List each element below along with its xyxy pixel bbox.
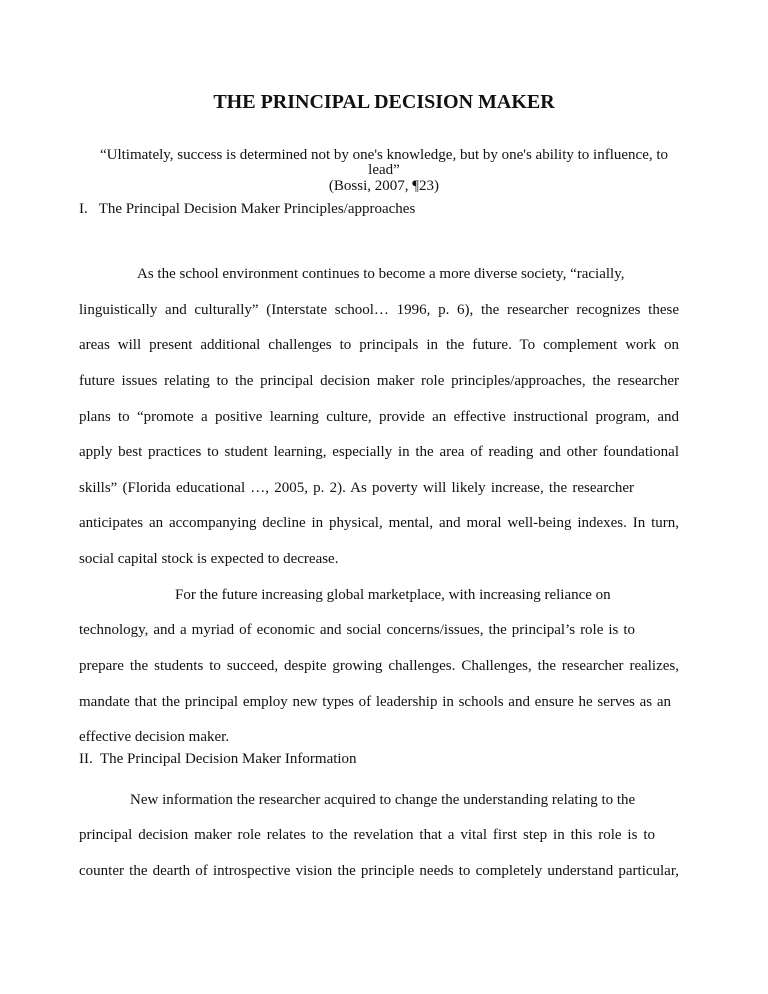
paragraph-line: As the school environment continues to become a more diverse society, “racially, xyxy=(137,266,625,282)
paragraph-line: mandate that the principal employ new types of leadership in schools and ensure he serves as an xyxy=(79,694,671,710)
paragraph-line: principal decision maker role relates to the revelation that a vital first step in this role is to xyxy=(79,827,655,843)
paragraph-line: apply best practices to student learning, especially in the area of reading and other foundational xyxy=(79,444,679,460)
epigraph-line: lead” xyxy=(368,162,400,178)
paragraph-line: areas will present additional challenges to principals in the future. To complement work on xyxy=(79,337,679,353)
paragraph-line: plans to “promote a positive learning culture, provide an effective instructional program, and xyxy=(79,409,679,425)
paragraph-line: New information the researcher acquired to change the understanding relating to the xyxy=(130,792,636,808)
section-heading: II. The Principal Decision Maker Information xyxy=(79,751,357,767)
paragraph-line: prepare the students to succeed, despite growing challenges. Challenges, the researcher realizes, xyxy=(79,658,679,674)
paragraph-line: social capital stock is expected to decrease. xyxy=(79,551,339,567)
epigraph-line: “Ultimately, success is determined not by one's knowledge, but by one's ability to influence, to xyxy=(99,147,669,163)
paragraph-line: linguistically and culturally” (Interstate school… 1996, p. 6), the researcher recognizes these xyxy=(79,302,679,318)
paragraph-line: technology, and a myriad of economic and social concerns/issues, the principal’s role is to xyxy=(79,622,635,638)
paragraph-line: effective decision maker. xyxy=(79,729,230,745)
document-title: THE PRINCIPAL DECISION MAKER xyxy=(213,91,555,113)
epigraph-citation: (Bossi, 2007, ¶23) xyxy=(328,178,440,194)
paragraph-line: For the future increasing global marketplace, with increasing reliance on xyxy=(175,587,611,603)
paragraph-line: anticipates an accompanying decline in physical, mental, and moral well-being indexes. In turn, xyxy=(79,515,679,531)
paragraph-line: skills” (Florida educational …, 2005, p. 2). As poverty will likely increase, the researcher xyxy=(79,480,634,496)
paragraph-line: counter the dearth of introspective vision the principle needs to completely understand particular, xyxy=(79,863,679,879)
paragraph-line: future issues relating to the principal decision maker role principles/approaches, the researcher xyxy=(79,373,679,389)
section-heading: I. The Principal Decision Maker Principles/approaches xyxy=(79,201,416,217)
